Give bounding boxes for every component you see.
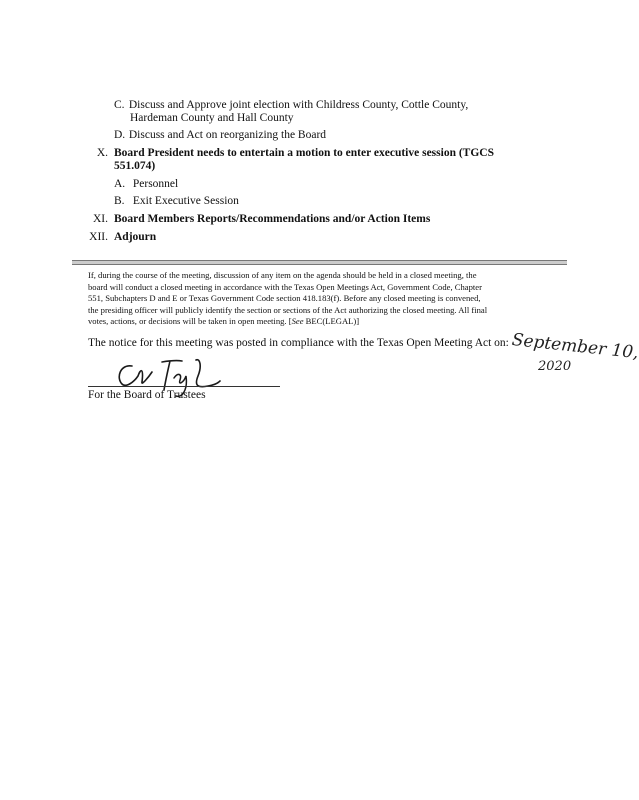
item-letter: A. [114,178,126,190]
notice-text: BEC(LEGAL)] [303,316,360,326]
divider-rule [72,260,567,265]
item-text: Hardeman County and Hall County [130,112,294,124]
agenda-item-d [114,128,326,142]
agenda-item-c-continued [130,111,294,125]
for-board-label: For the Board of Trustees [88,389,206,401]
item-text: Exit Executive Session [132,195,239,207]
notice-line: board will conduct a closed meeting in accordance with the Texas Open Meetings Act, Government Code, Chapter [88,281,482,292]
section-number: XII. [89,231,108,243]
section-title: 551.074) [114,160,156,172]
notice-line: If, during the course of the meeting, discussion of any item on the agenda should be held in a closed meeting, the [88,270,477,280]
agenda-item-b [114,194,239,208]
signature-line [88,386,280,387]
section-title: Board Members Reports/Recommendations and/or Action Items [114,213,431,225]
agenda-section-x [82,146,494,160]
agenda-section-xi [82,212,430,226]
item-letter: D. [114,129,126,141]
posted-statement: The notice for this meeting was posted in compliance with the Texas Open Meeting Act on: [88,337,509,349]
agenda-item-a [114,177,178,191]
agenda-section-xii [82,230,156,244]
closed-meeting-notice [88,270,548,328]
item-text: Discuss and Act on reorganizing the Board [128,129,327,141]
section-title: Board President needs to entertain a motion to enter executive session (TGCS [114,147,494,159]
notice-text: votes, actions, or decisions will be taken in open meeting. [ [88,316,292,326]
item-letter: C. [114,99,125,111]
notice-see: See [291,316,304,326]
handwritten-date: September 10, [510,330,639,364]
section-title: Adjourn [114,231,157,243]
item-text: Discuss and Approve joint election with Childress County, Cottle County, [128,99,469,111]
item-text: Personnel [132,178,179,190]
section-number: XI. [92,213,108,225]
handwritten-year: 2020 [538,359,572,374]
agenda-section-x-continued [114,159,155,173]
section-number: X. [96,147,108,159]
notice-line [88,316,548,328]
agenda-item-c [114,98,468,112]
item-letter: B. [114,195,125,207]
notice-line: 551, Subchapters D and E or Texas Government Code section 418.183(f). Before any closed meeting is convened, [88,293,481,303]
notice-line: the presiding officer will publicly identify the section or sections of the Act authorizing the closed meeting. All final [88,304,488,315]
